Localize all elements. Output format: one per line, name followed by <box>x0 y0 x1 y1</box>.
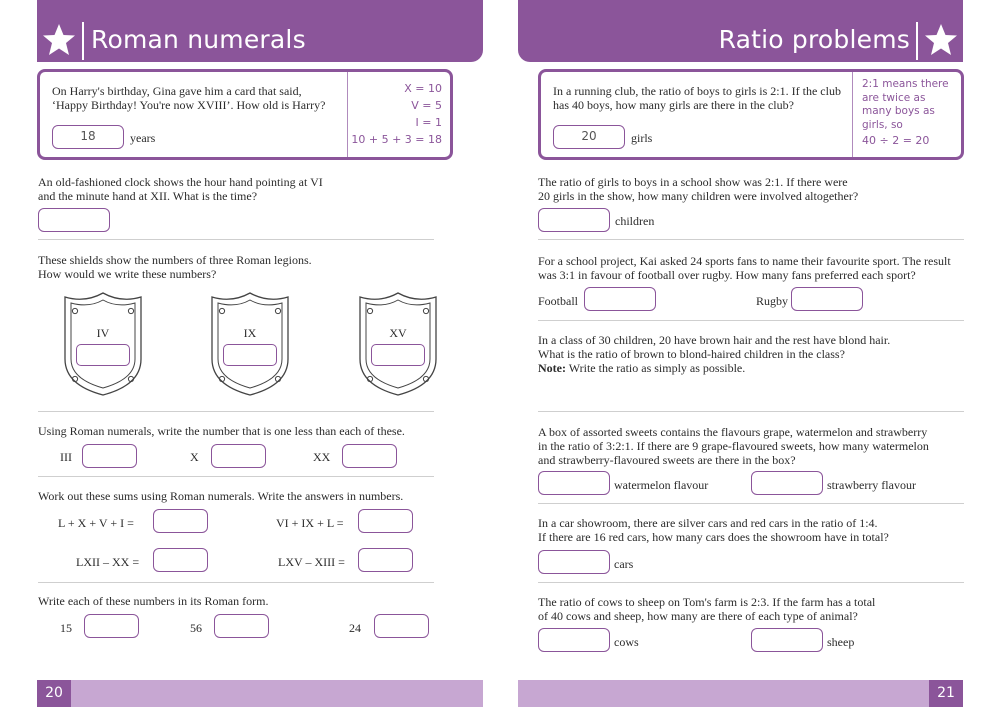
note-text: Write the ratio as simply as possible. <box>565 361 746 375</box>
right-footer-bar <box>518 680 963 707</box>
example-question: On Harry's birthday, Gina gave him a card that said, ‘Happy Birthday! You're now XVIII’. How old is Harry? <box>52 84 326 112</box>
example-worked-solution: 2:1 means there are twice as many boys as girls, so 40 ÷ 2 = 20 <box>862 78 949 147</box>
sum-label: VI + IX + L = <box>276 516 344 530</box>
item-label: X <box>190 450 199 464</box>
answer-box-roman-2[interactable] <box>214 614 269 638</box>
label-football: Football <box>538 294 579 308</box>
question-farm: The ratio of cows to sheep on Tom's farm is 2:3. If the farm has a total of 40 cows and sheep, how many are there of each type of animal? <box>538 595 876 623</box>
unit-label: children <box>615 214 655 228</box>
answer-box-sum-2[interactable] <box>358 509 413 533</box>
unit-label: strawberry flavour <box>827 478 916 492</box>
left-header-bar <box>37 0 483 62</box>
page-number-right: 21 <box>929 680 963 707</box>
answer-box-shield-2[interactable] <box>223 344 277 366</box>
answer-box-rugby[interactable] <box>791 287 863 311</box>
question-shields: These shields show the numbers of three Roman legions. How would we write these numbers? <box>38 253 312 281</box>
question-cars: In a car showroom, there are silver cars and red cars in the ratio of 1:4. If there are 16 red cars, how many cars does the showroom have in total? <box>538 516 889 544</box>
answer-box-roman-1[interactable] <box>84 614 139 638</box>
answer-box-cars[interactable] <box>538 550 610 574</box>
question-one-less: Using Roman numerals, write the number that is one less than each of these. <box>38 424 405 438</box>
question-sports: For a school project, Kai asked 24 sports fans to name their favourite sport. The result was 3:1 in favour of football over rugby. How many fans preferred each sport? <box>538 254 951 282</box>
answer-box-sum-3[interactable] <box>153 548 208 572</box>
left-page-title: Roman numerals <box>91 25 306 54</box>
answer-box-one-less-2[interactable] <box>211 444 266 468</box>
answer-box-sheep[interactable] <box>751 628 823 652</box>
answer-box-one-less-3[interactable] <box>342 444 397 468</box>
answer-box-sum-4[interactable] <box>358 548 413 572</box>
example-answer-box: 20 <box>553 125 625 149</box>
right-page-title: Ratio problems <box>718 25 910 54</box>
item-label: III <box>60 450 72 464</box>
answer-box-children[interactable] <box>538 208 610 232</box>
answer-box-cows[interactable] <box>538 628 610 652</box>
shield-label: XV <box>389 326 407 340</box>
answer-box-strawberry[interactable] <box>751 471 823 495</box>
star-icon <box>41 22 77 58</box>
answer-box-shield-1[interactable] <box>76 344 130 366</box>
example-unit: years <box>130 131 156 145</box>
question-sweets: A box of assorted sweets contains the flavours grape, watermelon and strawberry in the ratio of 3:2:1. If there are 9 grape-flavoured sweets, how many watermelon and strawberry-flavoured sweets are there in the box? <box>538 425 929 467</box>
right-header-bar <box>518 0 963 62</box>
example-worked-solution: X = 10 V = 5 I = 1 10 + 5 + 3 = 18 <box>351 82 442 146</box>
sum-label: LXV – XIII = <box>278 555 345 569</box>
shield-label: IX <box>243 326 257 340</box>
page-number-left: 20 <box>37 680 71 707</box>
unit-label: sheep <box>827 635 855 649</box>
example-unit: girls <box>631 131 653 145</box>
example-question: In a running club, the ratio of boys to girls is 2:1. If the club has 40 boys, how many girls are there in the club? <box>553 84 841 112</box>
left-example-box <box>37 69 453 160</box>
item-label: 24 <box>349 621 361 635</box>
unit-label: watermelon flavour <box>614 478 709 492</box>
question-clock: An old-fashioned clock shows the hour hand pointing at VI and the minute hand at XII. What is the time? <box>38 175 323 203</box>
right-example-box <box>538 69 964 160</box>
answer-box-one-less-1[interactable] <box>82 444 137 468</box>
sum-label: LXII – XX = <box>76 555 140 569</box>
answer-box-football[interactable] <box>584 287 656 311</box>
question-roman-form: Write each of these numbers in its Roman form. <box>38 594 269 608</box>
question-sums: Work out these sums using Roman numerals. Write the answers in numbers. <box>38 489 404 503</box>
unit-label: cows <box>614 635 639 649</box>
sum-label: L + X + V + I = <box>58 516 134 530</box>
star-icon <box>923 22 959 58</box>
answer-box-shield-3[interactable] <box>371 344 425 366</box>
question-hair: In a class of 30 children, 20 have brown hair and the rest have blond hair. What is the ratio of brown to blond-haired children in the class? Note: Write the ratio as simply as possible. <box>538 333 891 375</box>
answer-box-sum-1[interactable] <box>153 509 208 533</box>
item-label: 56 <box>190 621 202 635</box>
example-answer-box: 18 <box>52 125 124 149</box>
item-label: XX <box>313 450 331 464</box>
unit-label: cars <box>614 557 634 571</box>
answer-box-roman-3[interactable] <box>374 614 429 638</box>
question-school-show: The ratio of girls to boys in a school show was 2:1. If there were 20 girls in the show, how many children were involved altogether? <box>538 175 859 203</box>
answer-box-clock[interactable] <box>38 208 110 232</box>
label-rugby: Rugby <box>756 294 789 308</box>
left-footer-bar <box>37 680 483 707</box>
shield-label: IV <box>96 326 110 340</box>
answer-box-watermelon[interactable] <box>538 471 610 495</box>
note-label: Note: <box>538 361 566 375</box>
item-label: 15 <box>60 621 72 635</box>
